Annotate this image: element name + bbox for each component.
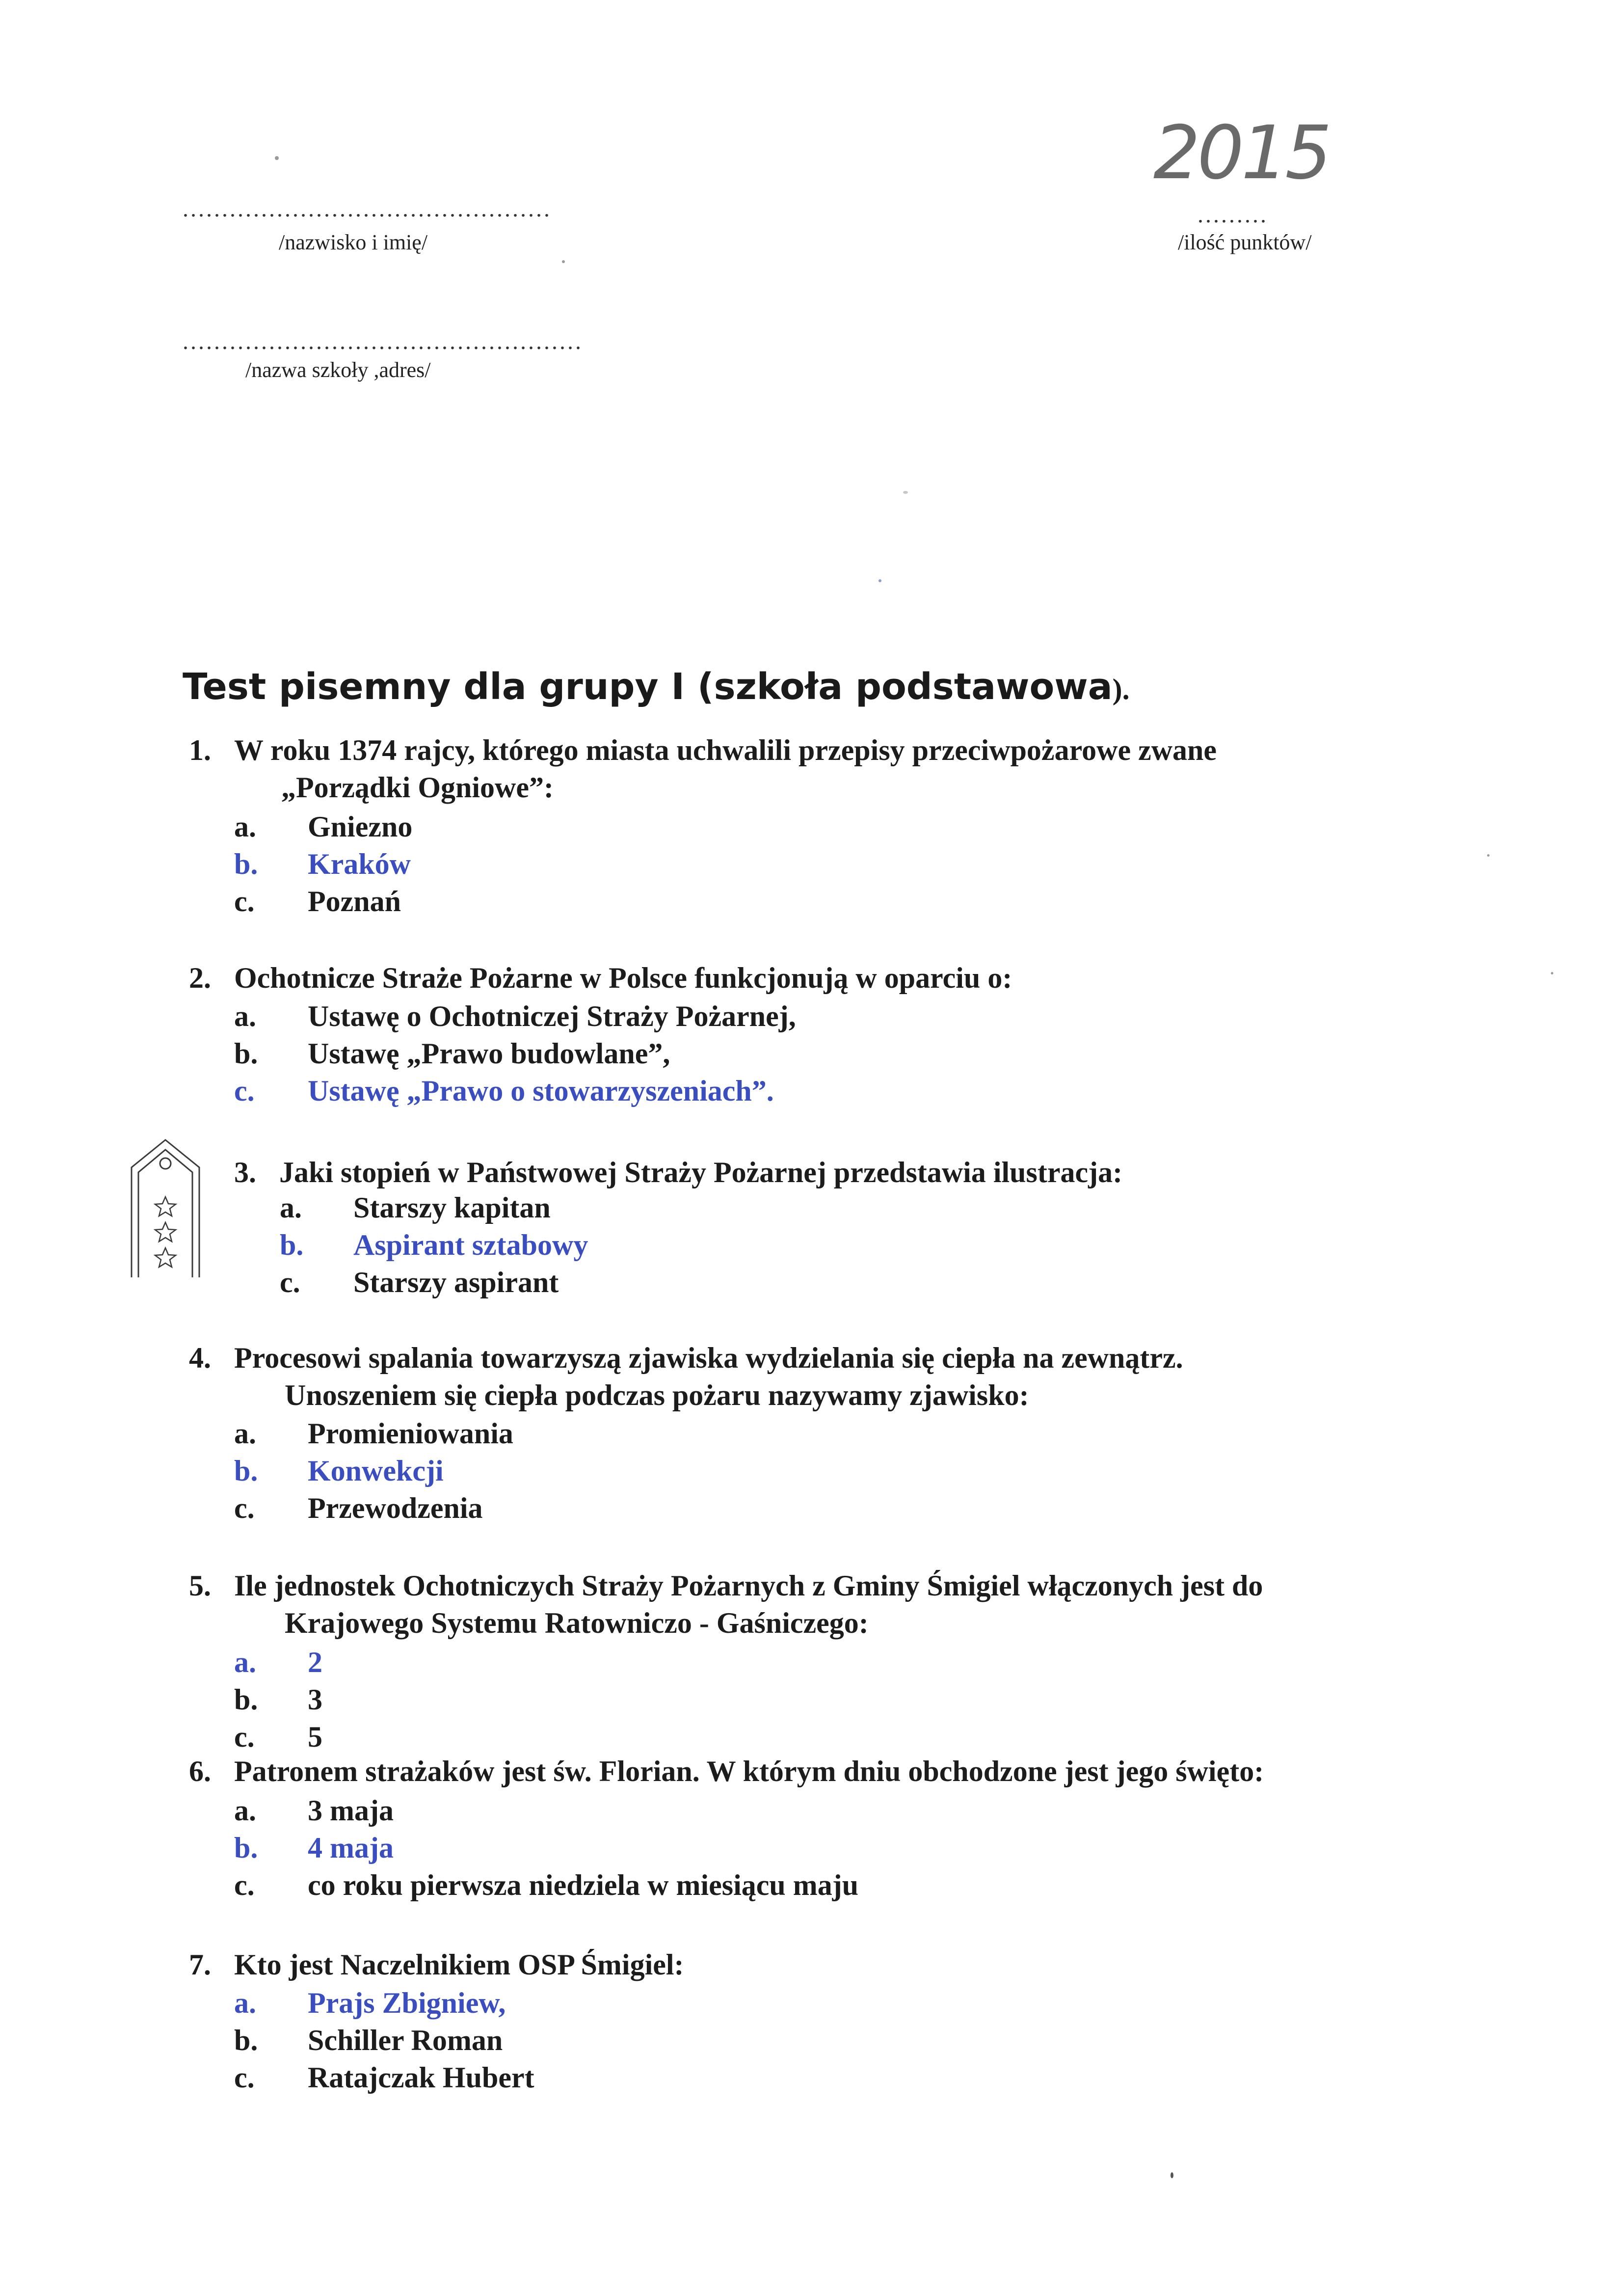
option-letter: c. [234,885,255,918]
option-letter: c. [234,1869,255,1901]
school-caption: /nazwa szkoły ,adres/ [245,358,431,382]
question-text-continued: Unoszeniem się ciepła podczas pożaru nazywamy zjawisko: [285,1379,1029,1411]
option-text: Kraków [308,848,411,880]
option-text: Aspirant sztabowy [353,1229,588,1261]
question-number: 4. [189,1342,211,1374]
rank-insignia-illustration [129,1138,202,1280]
option-text: Ustawę „Prawo o stowarzyszeniach”. [308,1075,774,1107]
question-number: 2. [189,962,211,994]
option-letter: c. [234,1075,255,1107]
option-text: 4 maja [308,1832,394,1864]
scan-speck [562,260,565,263]
option-letter: b. [234,2024,258,2056]
question-number: 3. [234,1156,256,1189]
option-letter: a. [234,810,256,843]
name-caption: /nazwisko i imię/ [279,230,428,254]
option-letter: a. [234,1794,256,1827]
option-text: Poznań [308,885,401,918]
question-text: Ile jednostek Ochotniczych Straży Pożarnych z Gminy Śmigiel włączonych jest do [234,1569,1263,1602]
scan-speck [275,156,279,160]
question-text: Kto jest Naczelnikiem OSP Śmigiel: [234,1948,684,1981]
option-text: 3 maja [308,1794,394,1827]
scan-speck [1551,972,1553,974]
option-text: 3 [308,1683,322,1716]
option-letter: b. [234,1455,258,1487]
option-text: Prajs Zbigniew, [308,1987,506,2019]
option-letter: b. [234,1037,258,1070]
question-text: W roku 1374 rajcy, którego miasta uchwalili przepisy przeciwpożarowe zwane [234,734,1217,766]
star-icon [155,1197,176,1267]
points-dotted-line[interactable]: ......... [1197,202,1268,228]
option-letter: c. [280,1266,300,1298]
option-text: Konwekcji [308,1455,444,1487]
option-text: Starszy aspirant [353,1266,559,1298]
option-letter: a. [234,1987,256,2019]
question-text-continued: „Porządki Ogniowe”: [281,771,554,804]
option-letter: b. [234,1683,258,1716]
test-title-main: Test pisemny dla grupy I (szkoła podstawowa [183,666,1113,708]
option-letter: a. [234,1000,256,1032]
option-letter: c. [234,1492,255,1524]
scan-speck [878,579,881,582]
option-letter: a. [280,1191,302,1224]
option-text: Ratajczak Hubert [308,2061,534,2094]
option-text: Schiller Roman [308,2024,503,2056]
handwritten-year: 2015 [1153,110,1329,196]
option-text: Promieniowania [308,1417,513,1450]
option-letter: b. [234,1832,258,1864]
option-text: co roku pierwsza niedziela w miesiącu maju [308,1869,859,1901]
option-letter: b. [280,1229,304,1261]
question-number: 7. [189,1948,211,1981]
test-title-tail: ). [1112,673,1130,705]
name-dotted-line[interactable]: ............................................... [183,196,552,222]
question-text: Procesowi spalania towarzyszą zjawiska wydzielania się ciepła na zewnątrz. [234,1342,1183,1374]
points-caption: /ilość punktów/ [1178,230,1312,254]
question-number: 1. [189,734,211,766]
option-letter: c. [234,2061,255,2094]
option-letter: c. [234,1721,255,1753]
option-text: Ustawę „Prawo budowlane”, [308,1037,670,1070]
option-text: Ustawę o Ochotniczej Straży Pożarnej, [308,1000,796,1032]
option-letter: a. [234,1417,256,1450]
question-text: Patronem strażaków jest św. Florian. W którym dniu obchodzone jest jego święto: [234,1755,1264,1787]
question-text-continued: Krajowego Systemu Ratowniczo - Gaśniczego: [285,1607,869,1639]
option-text: Przewodzenia [308,1492,483,1524]
school-dotted-line[interactable]: ................................................... [183,328,583,354]
option-text: Starszy kapitan [353,1191,551,1224]
question-text: Ochotnicze Straże Pożarne w Polsce funkcjonują w oparciu o: [234,962,1012,994]
test-title [183,666,1130,708]
question-text: Jaki stopień w Państwowej Straży Pożarnej przedstawia ilustracja: [279,1156,1123,1189]
scan-speck [1487,854,1490,857]
option-text: Gniezno [308,810,413,843]
question-number: 5. [189,1569,211,1602]
scan-speck [903,491,908,494]
question-number: 6. [189,1755,211,1787]
scan-speck [1171,2172,1173,2178]
option-letter: a. [234,1646,256,1678]
option-text: 2 [308,1646,322,1678]
option-text: 5 [308,1721,322,1753]
option-letter: b. [234,848,258,880]
